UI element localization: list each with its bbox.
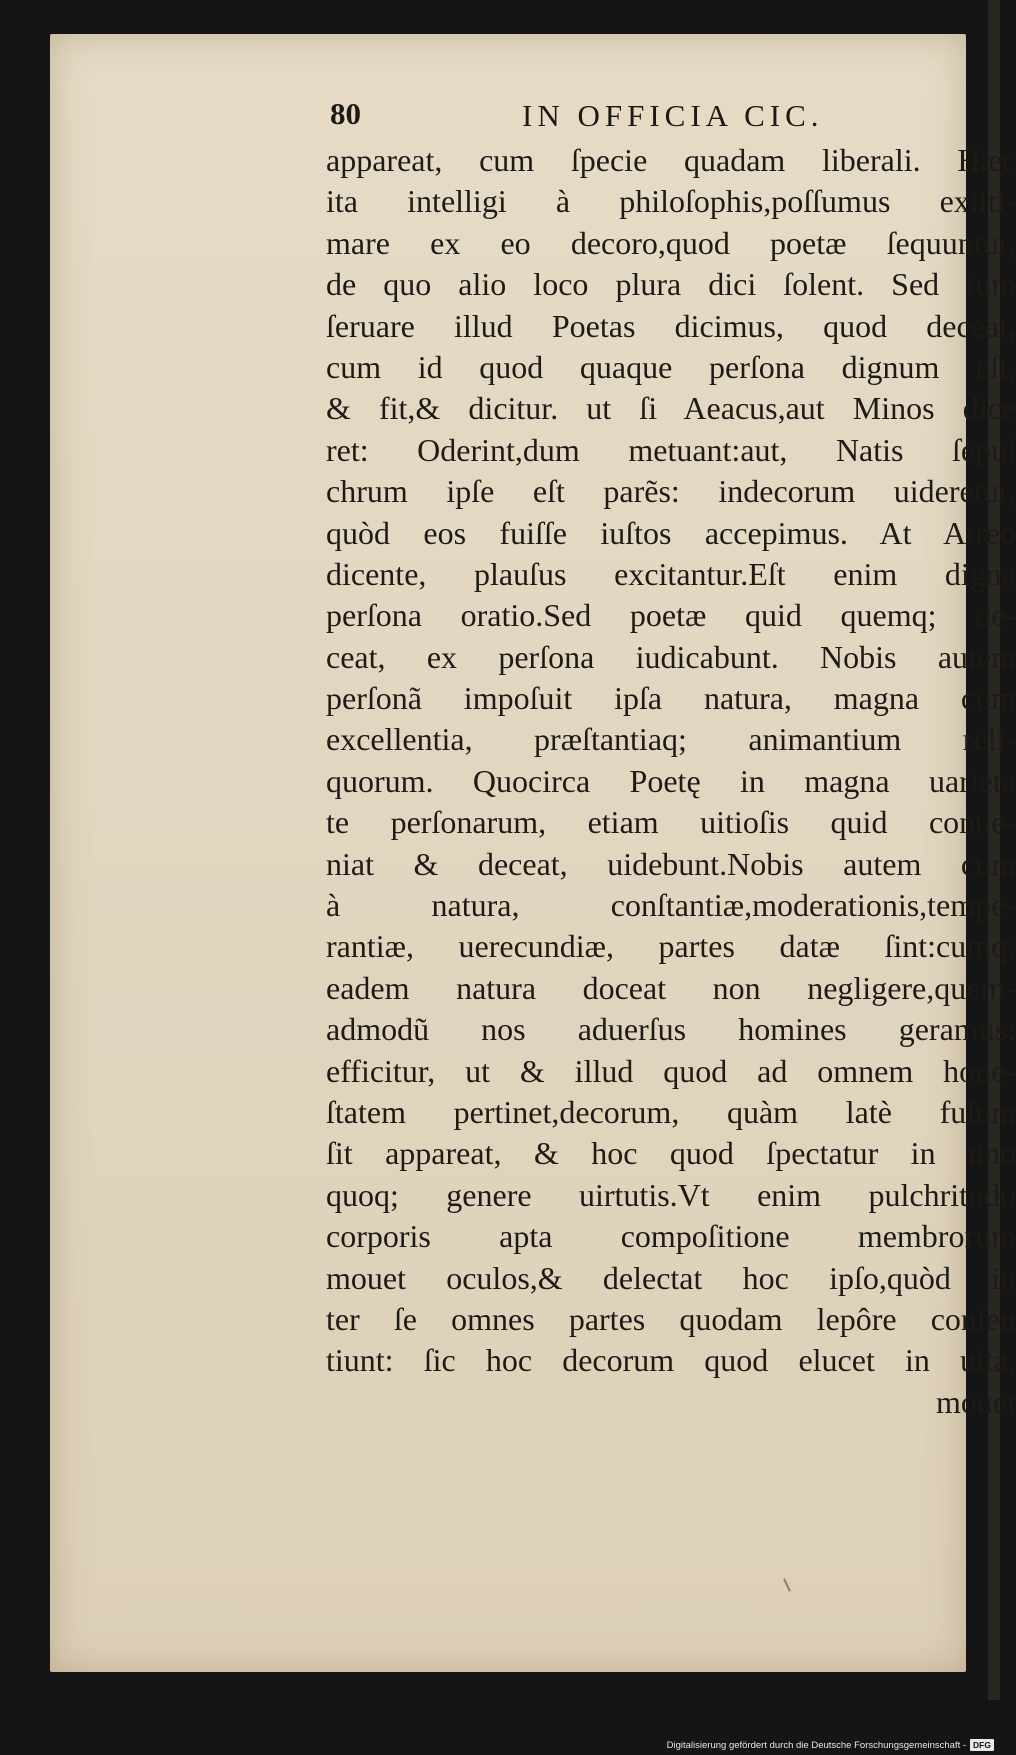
text-line: appareat, cum ſpecie quadam liberali. Hæc — [326, 142, 1016, 178]
ink-mark — [783, 1578, 791, 1592]
text-line: ita intelligi à philoſophis,poſſumus exiſti- — [326, 183, 1016, 220]
running-head: IN OFFICIA CIC. — [522, 98, 824, 133]
page-number: 80 — [330, 96, 361, 131]
text-line: eadem natura doceat non negligere,quem- — [326, 969, 1016, 1006]
book-page — [50, 34, 1016, 1672]
credit-text: Digitalisierung gefördert durch die Deutsche Forschungsgemeinschaft - — [666, 1739, 967, 1751]
text-line: te perſonarum, etiam uitioſis quid conue- — [326, 804, 1016, 841]
text-line: cum id quod quaque perſona dignum eſt, — [326, 348, 1016, 385]
text-line: mouet oculos,& delectat hoc ipſo,quòd in — [326, 1259, 1016, 1296]
text-line: niat & deceat, uidebunt.Nobis autem cum — [326, 845, 1016, 882]
text-line: perſonã impoſuit ipſa natura, magna cum — [326, 680, 1016, 717]
text-line: quòd eos fuiſſe iuſtos accepimus. At Atreo — [326, 514, 1016, 551]
body-text — [326, 140, 1016, 1423]
text-line: ſit appareat, & hoc quod ſpectatur in uno — [326, 1135, 1016, 1172]
text-line: efficitur, ut & illud quod ad omnem hone- — [326, 1052, 1016, 1089]
text-line: quorum. Quocirca Poetę in magna uarieta — [326, 762, 1016, 799]
catchword: mouet — [936, 1383, 1016, 1420]
dfg-logo: DFG — [970, 1739, 994, 1751]
text-line: tiunt: ſic hoc decorum quod elucet in uita, — [326, 1342, 1016, 1379]
text-line: ret: Oderint,dum metuant:aut, Natis ſepul — [326, 431, 1016, 468]
text-line: ſeruare illud Poetas dicimus, quod deceat, — [326, 307, 1016, 344]
text-line: mare ex eo decoro,quod poetæ ſequuntur, — [326, 224, 1016, 261]
text-line: quoq; genere uirtutis.Vt enim pulchritudo — [326, 1176, 1016, 1213]
text-line: chrum ipſe eſt parẽs: indecorum uideretur, — [326, 473, 1016, 510]
text-line: ter ſe omnes partes quodam lepôre conſen — [326, 1300, 1016, 1337]
text-line: de quo alio loco plura dici ſolent. Sed tum — [326, 266, 1016, 303]
text-line: admodũ nos aduerſus homines geramus: — [326, 1011, 1016, 1048]
text-line: corporis apta compoſitione membrorum — [326, 1218, 1016, 1255]
text-line: rantiæ, uerecundiæ, partes datæ ſint:cumq; — [326, 928, 1016, 965]
text-line: dicente, plauſus excitantur.Eſt enim digna — [326, 555, 1016, 592]
text-line: excellentia, præſtantiaq; animantium reli- — [326, 721, 1016, 758]
text-line: ſtatem pertinet,decorum, quàm latè fuſum — [326, 1093, 1016, 1130]
digitization-credit — [667, 1739, 994, 1751]
text-line: à natura, conſtantiæ,moderationis,tempe- — [326, 887, 1016, 924]
text-line: ceat, ex perſona iudicabunt. Nobis autem — [326, 638, 1016, 675]
page-header — [330, 96, 890, 140]
text-line: & fit,& dicitur. ut ſi Aeacus,aut Minos dice — [326, 390, 1016, 427]
text-line: perſona oratio.Sed poetæ quid quemq; de- — [326, 597, 1016, 634]
